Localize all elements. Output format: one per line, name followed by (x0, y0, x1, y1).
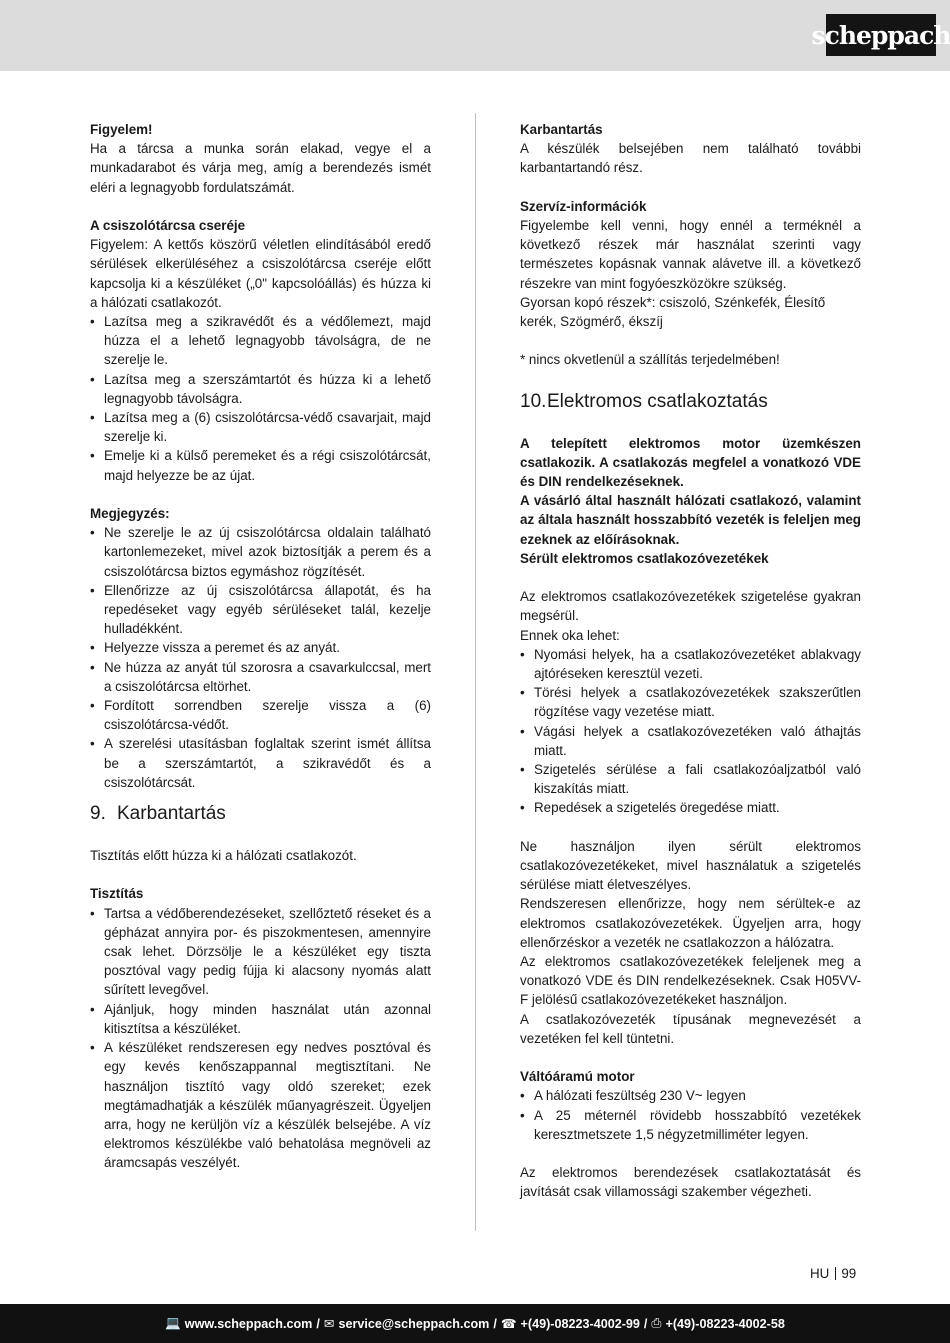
attention-text: Ha a tárcsa a munka során elakad, vegye el a munkadarabot és várja meg, amíg a berendezés ismét eléri a legnagyobb fordulatszámát. (90, 141, 431, 195)
computer-icon: 💻 (165, 1316, 181, 1330)
section-9-heading (90, 802, 431, 826)
footer-separator: / (643, 1316, 648, 1331)
section-number: 9. (90, 803, 106, 825)
cleaning-list (90, 904, 431, 1173)
footnote: * nincs okvetlenül a szállítás terjedelmében! (520, 352, 780, 368)
list-item: • A szerelési utasításban foglaltak szerint ismét állítsa be a szerszámtartót, a szikravédőt és a csiszolótárcsát. (90, 734, 431, 792)
phone-icon: ☎ (500, 1317, 517, 1331)
list-item: • Lazítsa meg a szerszámtartót és húzza ki a lehető legnagyobb távolságra. (90, 370, 431, 408)
right-column (520, 120, 861, 1202)
page-language: HU (810, 1266, 830, 1281)
page-number-value: 99 (841, 1266, 857, 1281)
disc-change-steps (90, 312, 431, 485)
ac-motor-title: Váltóáramú motor (520, 1069, 635, 1085)
list-item: • Ne húzza az anyát túl szorosra a csavarkulccsal, mert a csiszolótárcsa eltörhet. (90, 658, 431, 696)
reason-list (520, 645, 861, 818)
column-divider (475, 113, 476, 1231)
list-item: • Ellenőrizze az új csiszolótárcsa állapotát, és ha repedéseket vagy egyéb sérüléseket talál, kezelje hulladékként. (90, 581, 431, 639)
damaged-cables-title: Sérült elektromos csatlakozóvezetékek (520, 550, 769, 566)
list-item: • Ajánljuk, hogy minden használat után azonnal kitisztítsa a készüléket. (90, 1000, 431, 1038)
list-item: • Törési helyek a csatlakozóvezetékek szakszerűtlen rögzítése vagy vezetése miatt. (520, 683, 861, 721)
section-title: Elektromos csatlakoztatás (547, 390, 768, 412)
list-item: • Tartsa a védőberendezéseket, szellőztető réseket és a gépházat annyira por- és piszokmentesen, amennyire csak lehet. Dörzsölje le a készüléket egy tiszta posztóval vagy pedig fújja ki alacsony nyomás alatt sűrített levegővel. (90, 904, 431, 1000)
maintenance-title: Karbantartás (520, 122, 603, 137)
scheppach-logo: scheppach (826, 14, 936, 56)
list-item: • Nyomási helyek, ha a csatlakozóvezetéket ablakvagy ajtóréseken keresztül vezeti. (520, 645, 861, 683)
list-item: • Lazítsa meg a szikravédőt és a védőlemezt, majd húzza el a lehető legnagyobb távolságra, de ne szerelje le. (90, 312, 431, 370)
list-item: • A készüléket rendszeresen egy nedves posztóval és egy kevés kenőszappannal megtisztítani. Ne használjon tisztító vagy oldó szereket; ezek megtámadhatják a készülék műanyagrészeit. Ügyeljen arra, hogy ne kerüljön víz a készülék belsejébe. A víz elektromos készülékbe való behatolása megnöveli az áramcsapás veszélyét. (90, 1038, 431, 1172)
section-title: Karbantartás (117, 803, 226, 825)
page-number (810, 1266, 856, 1282)
disc-change-title: A csiszolótárcsa cseréje (90, 218, 246, 233)
footer-separator: / (493, 1316, 497, 1331)
footer-website-link[interactable]: www.scheppach.com (184, 1316, 313, 1331)
disc-change-text: Figyelem: A kettős köszörű véletlen elindításából eredő sérülések elkerüléséhez a csiszolótárcsa cseréje előtt kapcsolja ki a készüléket („0" kapcsolóállás) és húzza ki a hálózati csatlakozót. (90, 237, 431, 310)
footer-phone[interactable]: +(49)-08223-4002-99 (520, 1316, 640, 1331)
email-icon: ✉ (323, 1317, 335, 1331)
warning-text: Ne használjon ilyen sérült elektromos csatlakozóvezetékeket, mivel használatuk a szigetelés sérülése miatt életveszélyes. (520, 838, 861, 893)
footer-email-link[interactable]: service@scheppach.com (338, 1316, 490, 1331)
list-item: • A hálózati feszültség 230 V~ legyen (520, 1086, 861, 1105)
footer-separator: / (316, 1316, 320, 1331)
top-header-bar (0, 0, 950, 71)
list-item: • Lazítsa meg a (6) csiszolótárcsa-védő csavarjait, majd szerelje ki. (90, 408, 431, 446)
cleaning-title: Tisztítás (90, 886, 144, 902)
connection-bold-2: A vásárló által használt hálózati csatlakozó, valamint az általa használt hosszabbító vezeték is feleljen meg ezeknek az előírásoknak. (520, 493, 861, 547)
list-item: • Vágási helyek a csatlakozóvezetéken való áthajtás miatt. (520, 722, 861, 760)
check-text: Rendszeresen ellenőrizze, hogy nem sérültek-e az elektromos csatlakozóvezetékek. Ügyeljen arra, hogy ellenőrzéskor a vezeték ne csatlakozzon a hálózatra. (520, 896, 861, 950)
section-number: 10. (520, 390, 547, 412)
list-item: • Ne szerelje le az új csiszolótárcsa oldalain található kartonlemezeket, mivel azok biztosítják a perem és a csiszolótárcsa biztos egymáshoz rögzítését. (90, 523, 431, 581)
reason-label: Ennek oka lehet: (520, 627, 620, 643)
list-item: • A 25 méternél rövidebb hosszabbító vezetékek keresztmetszete 1,5 négyzetmilliméter legyen. (520, 1106, 861, 1144)
list-item: • Helyezze vissza a peremet és az anyát. (90, 638, 431, 657)
type-text: A csatlakozóvezeték típusának megnevezését a vezetéken fel kell tüntetni. (520, 1011, 861, 1046)
note-list (90, 523, 431, 792)
ac-motor-list (520, 1086, 861, 1144)
footer-fax: +(49)-08223-4002-58 (665, 1316, 785, 1331)
damage-intro: Az elektromos csatlakozóvezetékek szigetelése gyakran megsérül. (520, 589, 861, 624)
list-item: • Szigetelés sérülése a fali csatlakozóaljzatból való kiszakítás miatt. (520, 760, 861, 798)
closing-text: Az elektromos berendezések csatlakoztatását és javítását csak villamossági szakember végezheti. (520, 1165, 861, 1200)
note-title: Megjegyzés: (90, 506, 170, 522)
left-column (90, 120, 431, 1173)
list-item: • Repedések a szigetelés öregedése miatt. (520, 798, 861, 817)
connection-bold-1: A telepített elektromos motor üzemkészen csatlakozik. A csatlakozás megfelel a vonatkozó VDE és DIN rendelkezéseknek. (520, 435, 861, 490)
service-text: Figyelembe kell venni, hogy ennél a terméknél a következő részek már használat szerinti vagy természetes kopásnak vannak alávetve ill. a következő részekre van mint fogyóeszközökre szükség. (520, 218, 861, 291)
attention-title: Figyelem! (90, 122, 153, 137)
section-9-intro: Tisztítás előtt húzza ki a hálózati csatlakozót. (90, 848, 357, 864)
list-item: • Fordított sorrendben szerelje vissza a (6) csiszolótárcsa-védőt. (90, 696, 431, 734)
standard-text: Az elektromos csatlakozóvezetékek feleljenek meg a vonatkozó VDE és DIN rendelkezéseknek. Csak H05VV-F jelölésű csatlakozóvezetékeket használjon. (520, 954, 861, 1008)
footer-bar (0, 1304, 950, 1343)
wear-parts-text: Gyorsan kopó részek*: csiszoló, Szénkefék, Élesítő kerék, Szögmérő, ékszíj (520, 294, 826, 330)
maintenance-text: A készülék belsejében nem található további karbantartandó rész. (520, 141, 861, 176)
list-item: • Emelje ki a külső peremeket és a régi csiszolótárcsát, majd helyezze be az újat. (90, 446, 431, 484)
section-10-heading (520, 390, 861, 414)
fax-icon: ⎙ (651, 1316, 662, 1330)
service-title: Szervíz-információk (520, 198, 647, 214)
